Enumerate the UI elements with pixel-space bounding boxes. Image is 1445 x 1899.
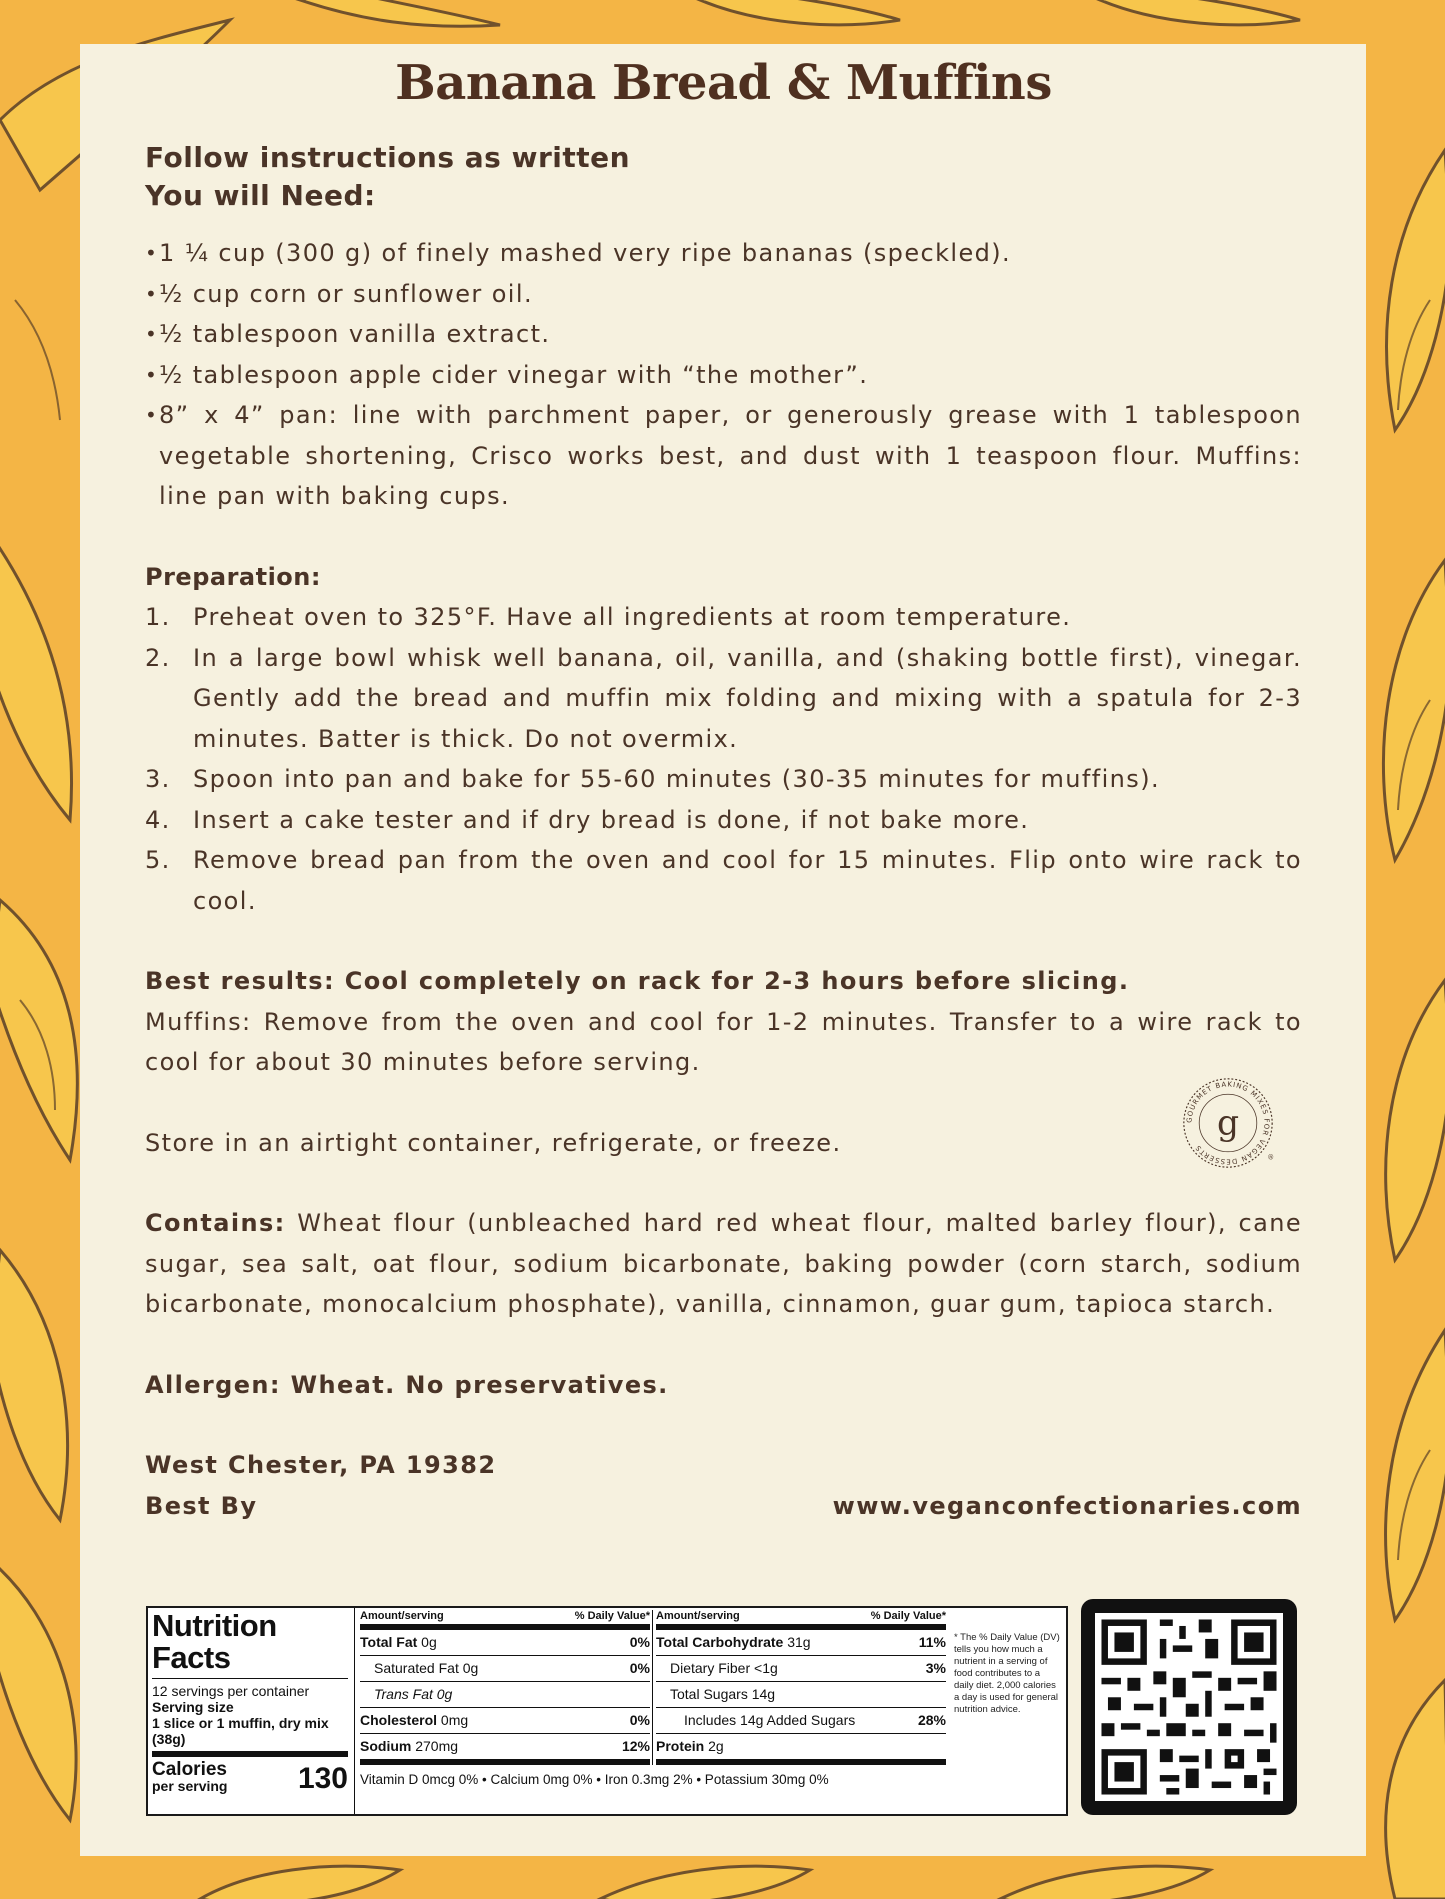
nutrient-row: Trans Fat 0g xyxy=(360,1682,650,1708)
step-number: 4. xyxy=(145,805,171,834)
serving-size-value: 1 slice or 1 muffin, dry mix (38g) xyxy=(152,1715,329,1747)
step-number: 1. xyxy=(145,603,171,631)
nutrient-row: Total Carbohydrate 31g 11% xyxy=(656,1630,946,1656)
contains-label: Contains: xyxy=(145,1209,286,1237)
recipe-content xyxy=(145,55,1302,1526)
best-results-note: Best results: Cool completely on rack for 2-3 hours before slicing. xyxy=(145,967,1130,995)
step-text: Spoon into pan and bake for 55-60 minutes (30-35 minutes for muffins). xyxy=(193,765,1160,793)
nutrition-summary xyxy=(152,1610,348,1810)
step-text: In a large bowl whisk well banana, oil, vanilla, and (shaking bottle first), vinegar. Gently add the bread and muffin mix folding and mixing with a spatula for 2-3 minutes. Batter is thick. Do not overmix. xyxy=(193,643,1302,753)
intro-line-2: You will Need: xyxy=(145,179,376,212)
daily-value-footnote: * The % Daily Value (DV) tells you how much a nutrient in a serving of food contributes to a daily diet. 2,000 calories a day is used for general nutrition advice. xyxy=(954,1632,1060,1715)
nutrient-row: Saturated Fat 0g 0% xyxy=(360,1656,650,1682)
micronutrients-line: Vitamin D 0mcg 0% • Calcium 0mg 0% • Iron 0.3mg 2% • Potassium 30mg 0% xyxy=(360,1772,829,1787)
step-item xyxy=(145,759,1302,800)
footer-row xyxy=(145,1486,1302,1527)
amount-header: Amount/serving xyxy=(360,1610,444,1622)
calories-label: Calories xyxy=(152,1759,227,1780)
preparation-steps xyxy=(145,597,1302,921)
nutrient-row: Total Fat 0g 0% xyxy=(360,1630,650,1656)
nutrient-row: Dietary Fiber <1g 3% xyxy=(656,1656,946,1682)
step-item xyxy=(145,800,1302,841)
ingredient-item: • ½ tablespoon apple cider vinegar with “the mother”. xyxy=(145,355,1302,396)
muffins-note: Muffins: Remove from the oven and cool for 1-2 minutes. Transfer to a wire rack to cool for about 30 minutes before serving. xyxy=(145,1007,1302,1076)
brand-logo-seal xyxy=(1180,1075,1276,1171)
step-text: Remove bread pan from the oven and cool for 15 minutes. Flip onto wire rack to cool. xyxy=(193,846,1302,915)
nutrient-row: Cholesterol 0mg 0% xyxy=(360,1708,650,1734)
qr-code-icon xyxy=(1095,1613,1283,1801)
logo-letter: g xyxy=(1216,1103,1240,1144)
servings-per-container: 12 servings per container xyxy=(152,1683,310,1699)
dv-header: % Daily Value* xyxy=(574,1610,650,1622)
best-by-label: Best By xyxy=(145,1491,258,1520)
serving-size-label: Serving size xyxy=(152,1699,234,1715)
address: West Chester, PA 19382 xyxy=(145,1451,497,1479)
logo-ring-text: GOURMET BAKING MIXES FOR VEGAN DESSERTS xyxy=(1185,1080,1271,1166)
calories-row xyxy=(152,1761,348,1795)
nutrition-facts-panel xyxy=(146,1606,1068,1816)
nutrient-row: Total Sugars 14g xyxy=(656,1682,946,1708)
ingredients-list xyxy=(145,233,1302,517)
nutrition-title-line2: Facts xyxy=(152,1640,231,1675)
step-text: Insert a cake tester and if dry bread is done, if not bake more. xyxy=(193,805,1030,834)
step-number: 5. xyxy=(145,846,171,874)
intro-line-1: Follow instructions as written xyxy=(145,141,631,174)
nutrient-column-right: Amount/serving % Daily Value* Total Carbohydrate 31g 11% Dietary Fiber <1g 3% Total Sugars 14g Includes 14g Added Sugars 28% Protein 2g xyxy=(656,1610,946,1765)
step-item xyxy=(145,638,1302,760)
ingredient-item: • 1 ¼ cup (300 g) of finely mashed very ripe bananas (speckled). xyxy=(145,233,1302,274)
step-item xyxy=(145,840,1302,921)
page-title: Banana Bread & Muffins xyxy=(395,55,1052,111)
step-item xyxy=(145,597,1302,638)
allergen-note: Allergen: Wheat. No preservatives. xyxy=(145,1370,669,1399)
nutrient-column-left xyxy=(360,1610,650,1765)
website-link[interactable]: www.veganconfectionaries.com xyxy=(832,1491,1302,1520)
step-number: 2. xyxy=(145,643,171,672)
calories-value: 130 xyxy=(297,1762,348,1795)
nutrient-row: Protein 2g xyxy=(656,1734,946,1765)
contains-text: Wheat flour (unbleached hard red wheat flour, malted barley flour), cane sugar, sea salt, oat flour, sodium bicarbonate, baking powder (corn starch, sodium bicarbonate, monocalcium phosphate), vanilla, cinnamon, guar gum, tapioca starch. xyxy=(145,1209,1303,1318)
ingredient-item: • ½ tablespoon vanilla extract. xyxy=(145,314,1302,355)
logo-registered-mark: ® xyxy=(1267,1153,1275,1162)
nutrient-row: Sodium 270mg 12% xyxy=(360,1734,650,1765)
storage-note: Store in an airtight container, refrigerate, or freeze. xyxy=(145,1128,842,1157)
step-number: 3. xyxy=(145,765,171,793)
calories-sublabel: per serving xyxy=(152,1778,228,1794)
nutrition-title-line1: Nutrition xyxy=(152,1608,277,1643)
qr-code[interactable] xyxy=(1081,1599,1297,1815)
ingredient-item: • ½ cup corn or sunflower oil. xyxy=(145,274,1302,315)
step-text: Preheat oven to 325°F. Have all ingredients at room temperature. xyxy=(193,603,1072,631)
nutrient-row: Includes 14g Added Sugars 28% xyxy=(656,1708,946,1734)
preparation-heading: Preparation: xyxy=(145,562,321,591)
ingredient-item: • 8” x 4” pan: line with parchment paper, or generously grease with 1 tablespoon vegetable shortening, Crisco works best, and dust with 1 teaspoon flour. Muffins: line pan with baking cups. xyxy=(145,395,1302,517)
contains-section xyxy=(145,1203,1302,1325)
